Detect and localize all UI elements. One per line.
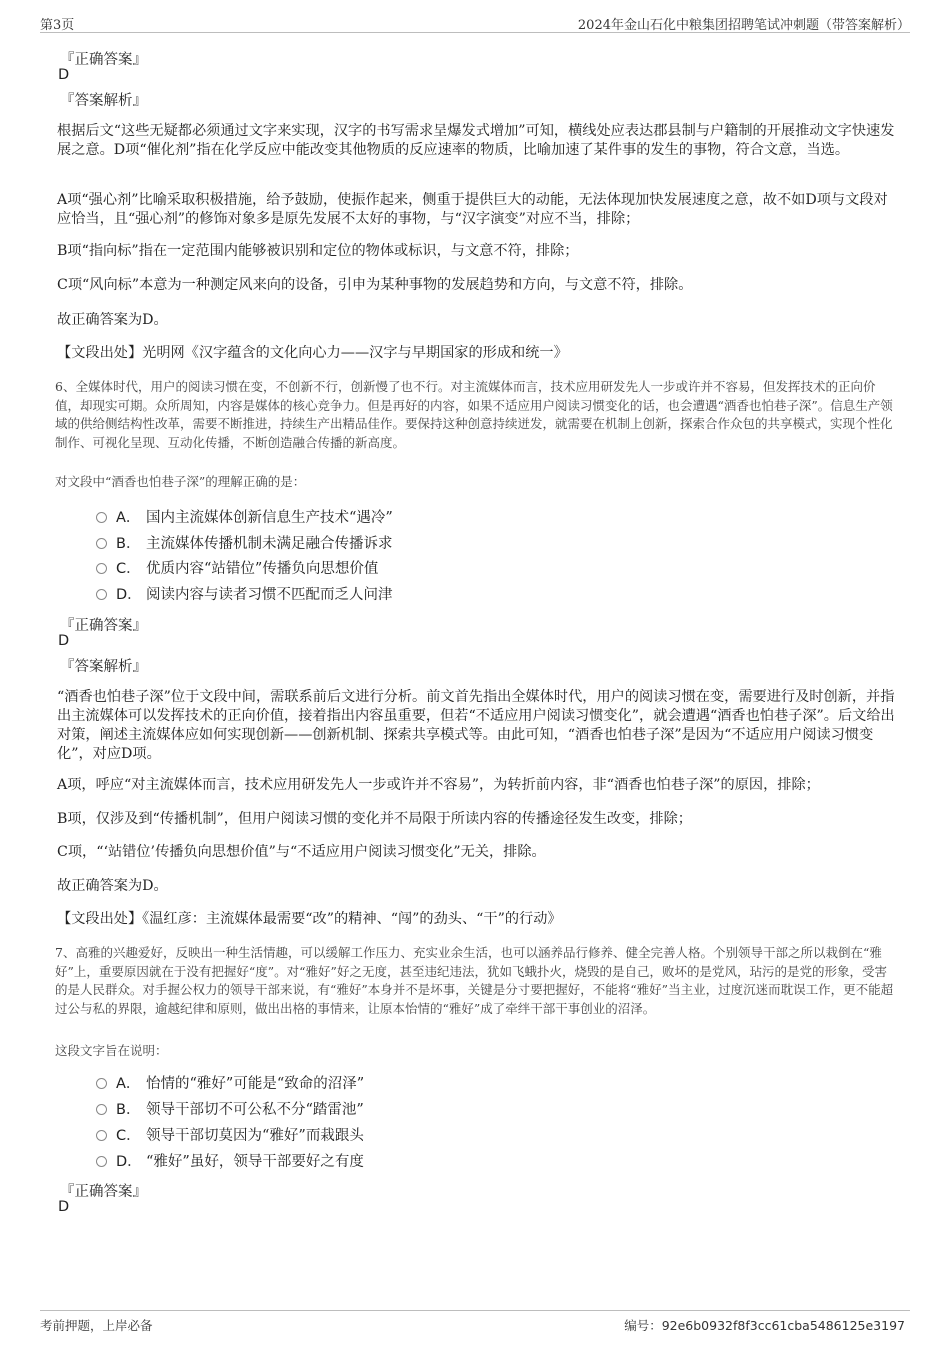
radio-icon[interactable] (96, 1078, 107, 1089)
answer-value: D (58, 633, 70, 649)
analysis-paragraph: C项“风向标”本意为一种测定风来向的设备，引申为某种事物的发展趋势和方向，与文意不符，排除。 (57, 277, 693, 293)
answer-value: D (58, 67, 70, 83)
analysis-label: 『答案解析』 (60, 659, 147, 675)
analysis-paragraph: C项，“‘站错位’传播负向思想价值”与“不适应用户阅读习惯变化”无关，排除。 (57, 844, 546, 860)
document-code: 编号：92e6b0932f8f3cc61cba5486125e3197 (624, 1318, 905, 1333)
radio-icon[interactable] (96, 563, 107, 574)
analysis-paragraph: A项“强心剂”比喻采取积极措施，给予鼓励，使振作起来，侧重于提供巨大的动能，无法体现加快发展速度之意，故不如D项与文段对应恰当，且“强心剂”的修饰对象多是原先发展不太好的事物，与“汉字演变”对应不当，排除； (57, 192, 888, 227)
option-a[interactable]: A． 怡情的“雅好”可能是“致命的沼泽” (96, 1074, 364, 1094)
analysis-paragraph: A项，呼应“对主流媒体而言，技术应用研发先人一步或许并不容易”，为转折前内容，非“酒香也怕巷子深”的原因，排除； (57, 777, 820, 793)
footer-slogan: 考前押题，上岸必备 (40, 1318, 153, 1333)
option-b[interactable]: B． 领导干部切不可公私不分“踏雷池” (96, 1100, 364, 1120)
radio-icon[interactable] (96, 589, 107, 600)
answer-value: D (58, 1199, 70, 1215)
answer-label: 『正确答案』 (60, 52, 147, 68)
radio-icon[interactable] (96, 1104, 107, 1115)
source-citation: 【文段出处】光明网《汉字蕴含的文化向心力——汉字与早期国家的形成和统一》 (57, 345, 568, 361)
analysis-paragraph: 根据后文“这些无疑都必须通过文字来实现，汉字的书写需求呈爆发式增加”可知，横线处应表达郡县制与户籍制的开展推动文字快速发展之意。D项“催化剂”指在化学反应中能改变其他物质的反应速率的物质，比喻加速了某件事的发生的事物，符合文意，当选。 (57, 123, 895, 158)
question-prompt: 这段文字旨在说明： (55, 1043, 168, 1058)
page-header (40, 10, 910, 33)
question-text: 7、高雅的兴趣爱好，反映出一种生活情趣，可以缓解工作压力、充实业余生活，也可以涵养品行修养、健全完善人格。个别领导干部之所以栽倒在“雅好”上，重要原因就在于没有把握好“度”。对“雅好”好之无度，甚至违纪违法，犹如飞蛾扑火，烧毁的是自己，败坏的是党风，玷污的是党的形象，受害的是人民群众。对手握公权力的领导干部来说，有“雅好”本身并不是坏事，关键是分寸要把握好，不能将“雅好”当主业，过度沉迷而耽误工作，更不能超过公与私的界限，逾越纪律和原则，做出出格的事情来，让原本怡情的“雅好”成了牵绊干部干事创业的沼泽。 (55, 945, 894, 1016)
page-footer (40, 1310, 910, 1335)
analysis-paragraph: 故正确答案为D。 (57, 878, 168, 894)
answer-label: 『正确答案』 (60, 618, 147, 634)
source-citation: 【文段出处】《温红彦：主流媒体最需要“改”的精神、“闯”的劲头、“干”的行动》 (57, 911, 562, 927)
option-c[interactable]: C． 领导干部切莫因为“雅好”而栽跟头 (96, 1126, 364, 1146)
answer-label: 『正确答案』 (60, 1184, 147, 1200)
analysis-label: 『答案解析』 (60, 93, 147, 109)
radio-icon[interactable] (96, 512, 107, 523)
radio-icon[interactable] (96, 538, 107, 549)
document-title: 2024年金山石化中粮集团招聘笔试冲刺题（带答案解析） (577, 18, 910, 33)
analysis-paragraph: 故正确答案为D。 (57, 312, 168, 328)
analysis-paragraph: B项“指向标”指在一定范围内能够被识别和定位的物体或标识，与文意不符，排除； (57, 243, 579, 259)
question-prompt: 对文段中“酒香也怕巷子深”的理解正确的是： (55, 474, 306, 489)
option-b[interactable]: B． 主流媒体传播机制未满足融合传播诉求 (96, 534, 393, 554)
analysis-paragraph: B项，仅涉及到“传播机制”，但用户阅读习惯的变化并不局限于所读内容的传播途径发生改变，排除； (57, 811, 692, 827)
option-d[interactable]: D． “雅好”虽好，领导干部要好之有度 (96, 1152, 364, 1172)
question-text: 6、全媒体时代，用户的阅读习惯在变，不创新不行，创新慢了也不行。对主流媒体而言，技术应用研发先人一步或许并不容易，但发挥技术的正向价值，却现实可期。众所周知，内容是媒体的核心竞争力。但是再好的内容，如果不适应用户阅读习惯变化的话，也会遭遇“酒香也怕巷子深”。信息生产领域的供给侧结构性改革，需要不断推进，持续生产出精品佳作。要保持这种创意持续迸发，就需要在机制上创新，探索合作众包的共享模式，实现个性化制作、可视化呈现、互动化传播，不断创造融合传播的新高度。 (55, 379, 893, 450)
analysis-paragraph: “酒香也怕巷子深”位于文段中间，需联系前后文进行分析。前文首先指出全媒体时代，用户的阅读习惯在变，需要进行及时创新，并指出主流媒体可以发挥技术的正向价值，接着指出内容虽重要，但若“不适应用户阅读习惯变化”，就会遭遇“酒香也怕巷子深”。后文给出对策，阐述主流媒体应如何实现创新——创新机制、探索共享模式等。由此可知，“酒香也怕巷子深”是因为“不适应用户阅读习惯变化”，对应D项。 (57, 689, 895, 762)
option-c[interactable]: C． 优质内容“站错位”传播负向思想价值 (96, 559, 378, 579)
radio-icon[interactable] (96, 1156, 107, 1167)
radio-icon[interactable] (96, 1130, 107, 1141)
page-number: 第3页 (40, 18, 75, 33)
option-d[interactable]: D． 阅读内容与读者习惯不匹配而乏人问津 (96, 585, 393, 605)
option-a[interactable]: A． 国内主流媒体创新信息生产技术“遇冷” (96, 508, 393, 528)
